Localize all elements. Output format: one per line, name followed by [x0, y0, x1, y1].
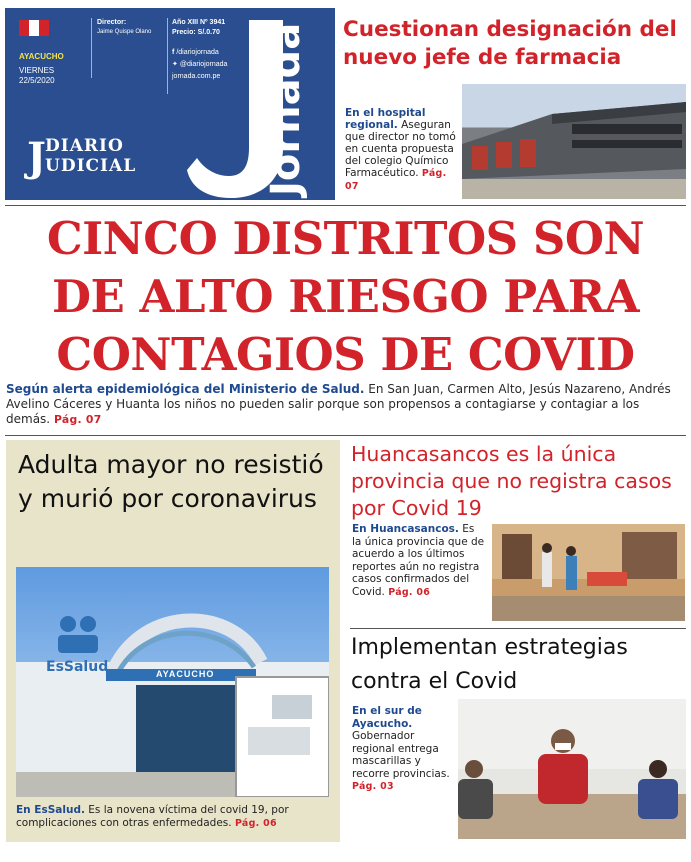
- price: Precio: S/.0.70: [172, 29, 220, 36]
- main-story-page-ref[interactable]: Pág. 07: [53, 413, 102, 426]
- facebook-link[interactable]: f /diariojornada: [172, 49, 219, 56]
- right-story1-headline[interactable]: Huancasancos es la única provincia que no registra casos por Covid 19: [351, 442, 672, 520]
- peru-flag-icon: [19, 20, 49, 36]
- right-story1-page-ref[interactable]: Pág. 06: [388, 586, 431, 598]
- director-label: Director:: [97, 19, 127, 26]
- left-story-panel: [6, 440, 340, 842]
- masthead-date: 22/5/2020: [19, 76, 55, 85]
- diario-word: DIARIO: [45, 136, 124, 156]
- right-story2-page-ref[interactable]: Pág. 03: [352, 781, 394, 792]
- judicial-j: J: [27, 134, 46, 181]
- huancasancos-photo: [492, 524, 685, 621]
- website-link[interactable]: jornada.com.pe: [172, 73, 221, 80]
- top-story-headline[interactable]: Cuestionan designación del nuevo jefe de farmacia: [343, 17, 677, 70]
- right-story2-lead: En el sur de Ayacucho. Gobernador regional entrega mascarillas y recorre provincias. Pág. 03: [352, 705, 450, 792]
- essalud-photo: [16, 567, 329, 797]
- top-story-page-ref[interactable]: Pág. 07: [345, 168, 447, 192]
- hospital-photo: [462, 84, 686, 199]
- left-story-page-ref[interactable]: Pág. 06: [234, 818, 277, 829]
- left-story-caption: En EsSalud. Es la novena víctima del covid 19, por complicaciones con otras enfermedades. Pág. 06: [16, 804, 289, 829]
- essalud-sign: EsSalud: [46, 659, 109, 675]
- twitter-link[interactable]: ✦ @diariojornada: [172, 61, 228, 68]
- masthead: [5, 8, 335, 200]
- main-story-lead: Según alerta epidemiológica del Ministerio de Salud. En San Juan, Carmen Alto, Jesús Nazareno, Andrés Avelino Cáceres y Huanta los niños no pueden salir porque son propensos a contagiarse y contagiar a los demás. Pág. 07: [6, 382, 671, 426]
- right-story1-lead: En Huancasancos. Es la única provincia que de acuerdo a los últimos reportes aún no registra casos confirmados del Covid. Pág. 06: [352, 523, 485, 598]
- judicial-word: UDICIAL: [45, 156, 137, 176]
- masthead-city: AYACUCHO: [19, 52, 64, 61]
- diario-judicial-logo: [27, 136, 177, 184]
- top-story-lead: En el hospital regional. Aseguran que director no tomó en cuenta propuesta del colegio Químico Farmacéutico. Pág. 07: [345, 107, 456, 192]
- director-name: Jaime Quispe Olano: [97, 29, 152, 35]
- twitter-icon: ✦: [172, 61, 178, 68]
- left-story-headline[interactable]: Adulta mayor no resistió y murió por coronavirus: [18, 450, 324, 513]
- jornada-brand: Jornada: [263, 22, 309, 196]
- main-headline[interactable]: CINCO DISTRITOS SON DE ALTO RIESGO PARA CONTAGIOS DE COVID: [46, 212, 645, 381]
- year-issue: Año XIII Nº 3941: [172, 19, 226, 26]
- masthead-weekday: VIERNES: [19, 66, 55, 75]
- facebook-icon: f: [172, 49, 175, 56]
- governor-photo: [458, 699, 686, 839]
- right-story2-headline[interactable]: Implementan estrategias contra el Covid: [351, 635, 628, 694]
- ayacucho-sign: AYACUCHO: [156, 669, 215, 679]
